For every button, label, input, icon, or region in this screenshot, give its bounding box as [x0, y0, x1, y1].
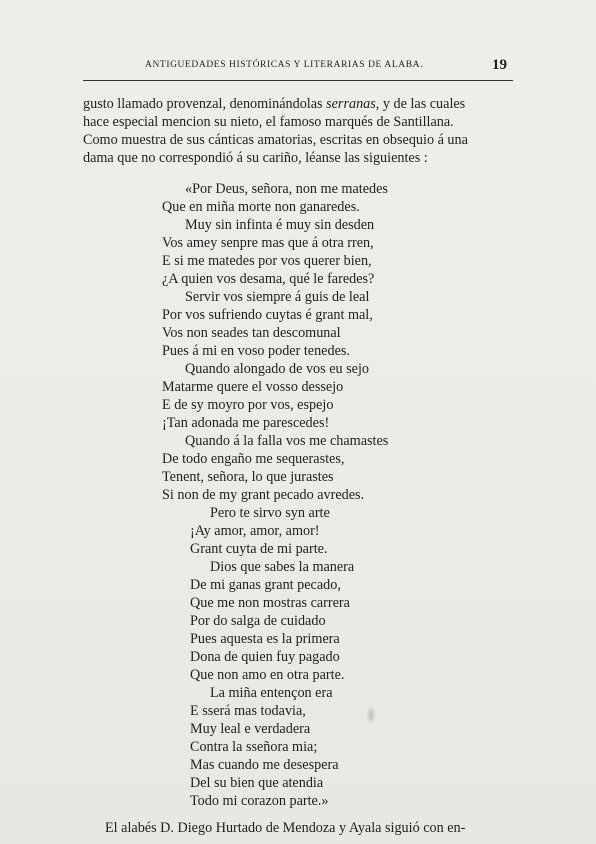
- poem-line: De todo engaño me sequerastes,: [162, 451, 345, 467]
- poem-line: Por vos sufriendo cuytas é grant mal,: [162, 307, 373, 323]
- poem-line: Quando alongado de vos eu sejo: [185, 361, 370, 377]
- poem-line: ¡Tan adonada me parescedes!: [162, 415, 330, 431]
- poem-line: Pues aquesta es la primera: [190, 631, 340, 647]
- poem-line: Contra la sseñora mia;: [190, 739, 318, 755]
- poem-line: Dona de quien fuy pagado: [190, 649, 340, 665]
- closing-line: El alabés D. Diego Hurtado de Mendoza y Ayala siguió con en-: [105, 820, 466, 836]
- ink-smudge: [366, 706, 376, 724]
- poem-line: Que en miña morte non ganaredes.: [162, 199, 360, 215]
- poem-line: Quando á la falla vos me chamastes: [185, 433, 389, 449]
- poem-line: Tenent, señora, lo que jurastes: [162, 469, 334, 485]
- poem-line: Que non amo en otra parte.: [190, 667, 345, 683]
- poem-line: E si me matedes por vos querer bien,: [162, 253, 372, 269]
- poem-line: Grant cuyta de mi parte.: [190, 541, 328, 557]
- poem-line: Muy sin infinta é muy sin desden: [185, 217, 375, 233]
- header-rule: [83, 80, 513, 81]
- intro-line: dama que no correspondió á su cariño, léanse las siguientes :: [83, 150, 428, 166]
- poem-line: Dios que sabes la manera: [210, 559, 355, 575]
- poem-line: Mas cuando me desespera: [190, 757, 339, 773]
- poem-line: Servir vos siempre á guis de leal: [185, 289, 370, 305]
- poem-line: E de sy moyro por vos, espejo: [162, 397, 334, 413]
- poem-line: Del su bien que atendia: [190, 775, 324, 791]
- poem-line: Pero te sirvo syn arte: [210, 505, 330, 521]
- poem-line: Que me non mostras carrera: [190, 595, 350, 611]
- poem-line: Vos non seades tan descomunal: [162, 325, 341, 341]
- poem-line: Por do salga de cuidado: [190, 613, 326, 629]
- poem-line: Todo mi corazon parte.»: [190, 793, 329, 809]
- poem-line: Pues á mi en voso poder tenedes.: [162, 343, 350, 359]
- poem-line: Muy leal e verdadera: [190, 721, 311, 737]
- running-header: ANTIGUEDADES HISTÓRICAS Y LITERARIAS DE ALABA.: [145, 60, 424, 70]
- poem-line: E sserá mas todavia,: [190, 703, 306, 719]
- intro-line-1: gusto llamado provenzal, denominándolas serranas, y de las cuales: [83, 96, 466, 112]
- poem-line: De mi ganas grant pecado,: [190, 577, 341, 593]
- page-number: 19: [492, 57, 507, 73]
- poem-line: Vos amey senpre mas que á otra rren,: [162, 235, 374, 251]
- intro-line: hace especial mencion su nieto, el famoso marqués de Santillana.: [83, 114, 454, 130]
- poem-line: ¿A quien vos desama, qué le faredes?: [162, 271, 375, 287]
- poem-line: «Por Deus, señora, non me matedes: [185, 181, 388, 197]
- intro-line: [83, 96, 465, 112]
- poem-line: Matarme quere el vosso dessejo: [162, 379, 344, 395]
- poem-line: La miña entençon era: [210, 685, 333, 701]
- poem-line: Si non de my grant pecado avredes.: [162, 487, 365, 503]
- intro-line: Como muestra de sus cánticas amatorias, escritas en obsequio á una: [83, 132, 468, 148]
- poem-line: ¡Ay amor, amor, amor!: [190, 523, 320, 539]
